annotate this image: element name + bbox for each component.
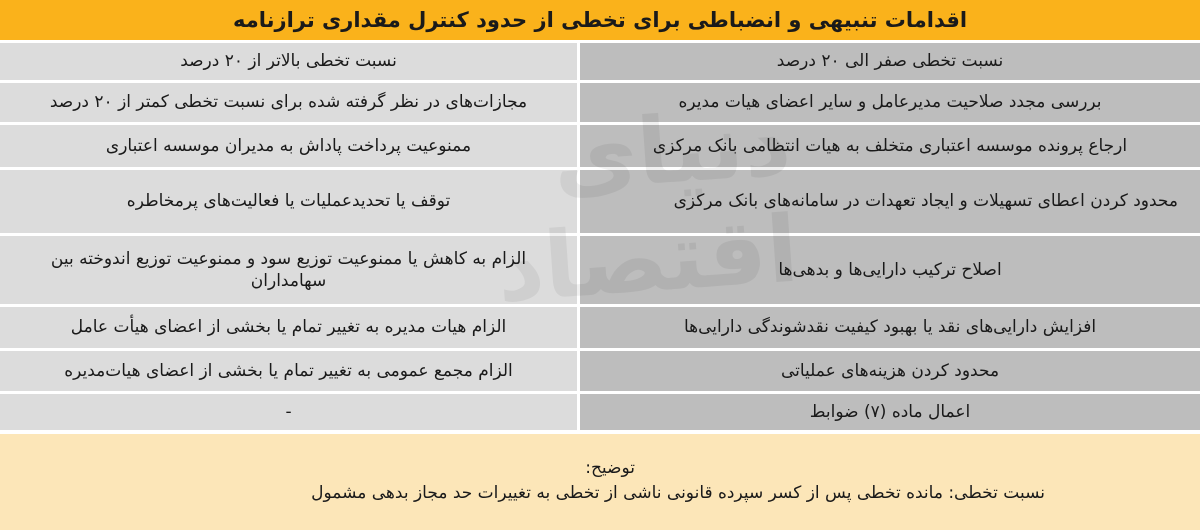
table-title: اقدامات تنبیهی و انضباطی برای تخطی از حدود کنترل مقداری ترازنامه (232, 8, 968, 32)
table-title-bar (0, 0, 1200, 40)
table-row (0, 125, 1200, 167)
table-row (0, 394, 1200, 430)
table-row (0, 351, 1200, 391)
table-header-row (0, 43, 1200, 80)
header-cell-0-20-percent: نسبت تخطی صفر الی ۲۰ درصد (580, 43, 1200, 80)
table-cell-left: - (0, 394, 577, 430)
table-cell-right: اصلاح ترکیب دارایی‌ها و بدهی‌ها (580, 236, 1200, 304)
table-cell-right: محدود کردن هزینه‌های عملیاتی (580, 351, 1200, 391)
table-cell-left: الزام به کاهش یا ممنوعیت توزیع سود و ممنوعیت توزیع اندوخته بین سهامداران (0, 236, 577, 304)
footnote-box (0, 434, 1200, 530)
table-cell-left: مجازات‌های در نظر گرفته شده برای نسبت تخطی کمتر از ۲۰ درصد (0, 83, 577, 122)
footnote-text: نسبت تخطی: مانده تخطی پس از کسر سپرده قانونی ناشی از تخطی به تغییرات حد مجاز بدهی مشمول (311, 483, 1045, 503)
table-row (0, 307, 1200, 348)
table-cell-right: افزایش دارایی‌های نقد یا بهبود کیفیت نقدشوندگی دارایی‌ها (580, 307, 1200, 348)
table-cell-left: ممنوعیت پرداخت پاداش به مدیران موسسه اعتباری (0, 125, 577, 167)
table-row (0, 83, 1200, 122)
table-cell-right: اعمال ماده (۷) ضوابط (580, 394, 1200, 430)
table-cell-right: ارجاع پرونده موسسه اعتباری متخلف به هیات انتظامی بانک مرکزی (580, 125, 1200, 167)
table-row (0, 236, 1200, 304)
table-cell-left: الزام هیات مدیره به تغییر تمام یا بخشی از اعضای هیأت عامل (0, 307, 577, 348)
table-cell-left: توقف یا تحدیدعملیات یا فعالیت‌های پرمخاطره (0, 170, 577, 233)
table-row (0, 170, 1200, 233)
penalty-table (0, 40, 1200, 430)
footnote-title: توضیح: (585, 458, 635, 478)
table-cell-right: بررسی مجدد صلاحیت مدیرعامل و سایر اعضای هیات مدیره (580, 83, 1200, 122)
table-cell-right: محدود کردن اعطای تسهیلات و ایجاد تعهدات در سامانه‌های بانک مرکزی (580, 170, 1200, 233)
table-cell-left: الزام مجمع عمومی به تغییر تمام یا بخشی از اعضای هیات‌مدیره (0, 351, 577, 391)
header-cell-above-20-percent: نسبت تخطی بالاتر از ۲۰ درصد (0, 43, 577, 80)
